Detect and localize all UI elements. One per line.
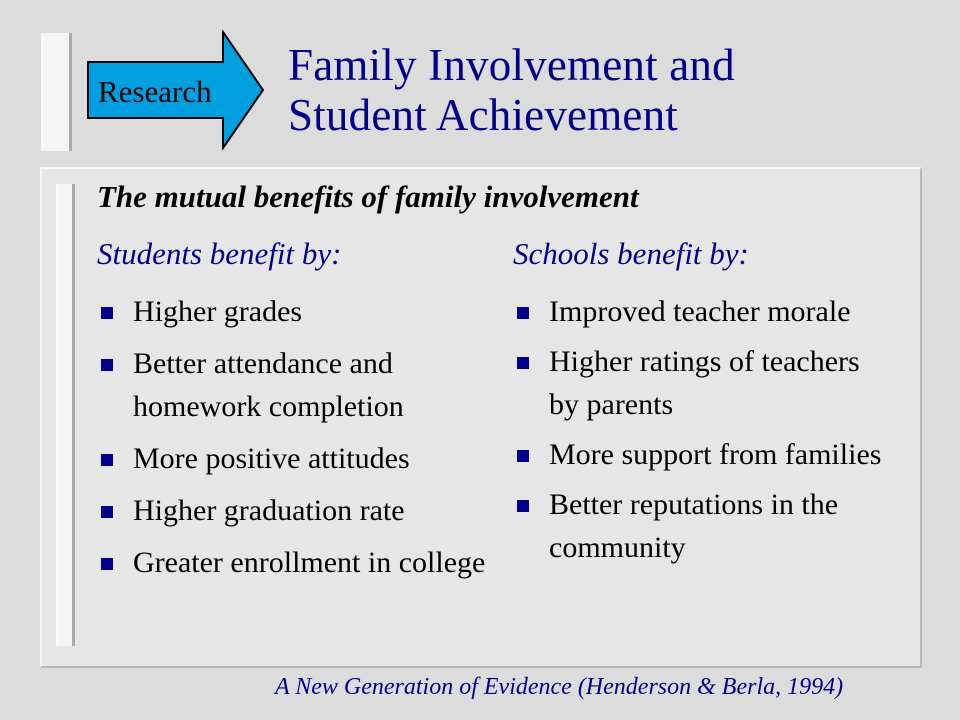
title-decoration-bar xyxy=(41,33,72,151)
list-item-text: More positive attitudes xyxy=(133,442,410,475)
research-badge-label: Research xyxy=(98,74,212,109)
square-bullet-icon xyxy=(517,357,529,369)
schools-list xyxy=(513,290,893,569)
students-column xyxy=(97,236,497,593)
page-title xyxy=(288,40,908,140)
list-item xyxy=(97,541,497,584)
list-item xyxy=(513,290,893,333)
title-line-1: Family Involvement and xyxy=(288,40,735,90)
list-item xyxy=(97,437,497,480)
list-item-text: Higher ratings of teachers by parents xyxy=(549,345,860,421)
list-item-text: Higher graduation rate xyxy=(133,494,405,527)
list-item xyxy=(97,342,497,428)
source-citation: A New Generation of Evidence (Henderson & Berla, 1994) xyxy=(275,674,844,700)
list-item-text: Greater enrollment in college xyxy=(133,546,486,579)
square-bullet-icon xyxy=(517,500,529,512)
list-item-text: Higher grades xyxy=(133,295,303,328)
list-item xyxy=(97,290,497,333)
panel-decoration-bar xyxy=(56,184,75,646)
list-item-text: Improved teacher morale xyxy=(549,295,851,328)
list-item xyxy=(513,483,893,569)
students-heading: Students benefit by: xyxy=(97,236,342,271)
list-item xyxy=(97,489,497,532)
students-list xyxy=(97,290,497,584)
list-item xyxy=(513,340,893,426)
square-bullet-icon xyxy=(101,359,113,371)
list-item-text: Better attendance and homework completion xyxy=(133,347,404,423)
square-bullet-icon xyxy=(101,307,113,319)
square-bullet-icon xyxy=(101,506,113,518)
list-item-text: Better reputations in the community xyxy=(549,488,839,564)
schools-heading: Schools benefit by: xyxy=(513,236,749,271)
square-bullet-icon xyxy=(101,454,113,466)
title-line-2: Student Achievement xyxy=(288,90,678,140)
square-bullet-icon xyxy=(517,450,529,462)
square-bullet-icon xyxy=(517,307,529,319)
section-subtitle: The mutual benefits of family involvement xyxy=(97,179,639,214)
list-item xyxy=(513,433,893,476)
square-bullet-icon xyxy=(101,558,113,570)
list-item-text: More support from families xyxy=(549,438,882,471)
schools-column xyxy=(513,236,893,576)
